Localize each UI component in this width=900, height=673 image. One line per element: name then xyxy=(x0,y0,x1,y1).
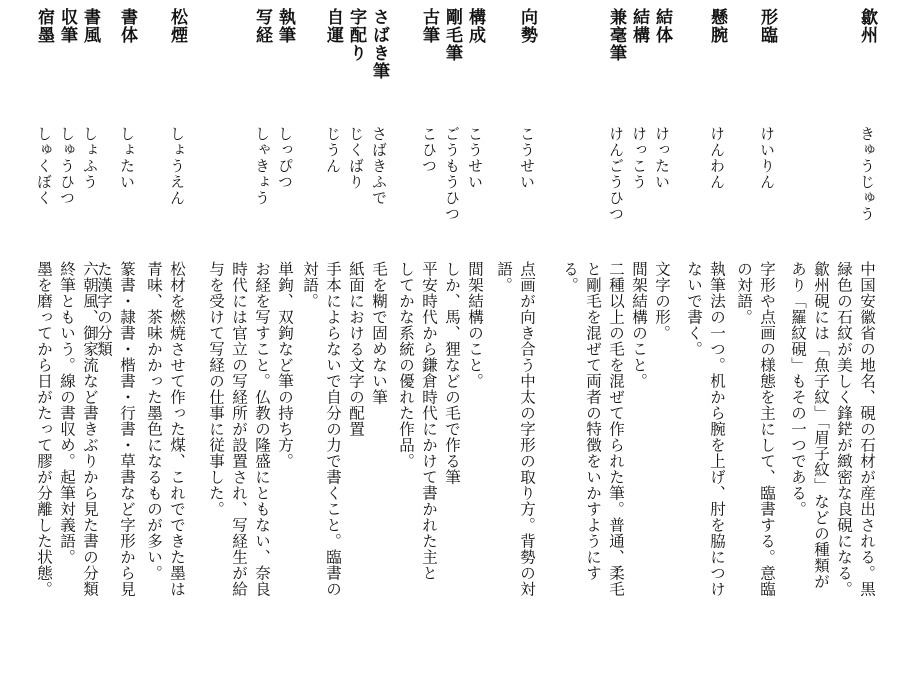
term: 歙州 xyxy=(857,8,877,44)
glossary-entry xyxy=(735,8,785,668)
gloss-line: 間架結構のこと。 xyxy=(466,261,484,389)
reading: じくばり xyxy=(347,126,365,190)
gloss-line: 歙州硯には「魚子紋」「眉子紋」などの種類が xyxy=(812,261,830,590)
gloss-line: 間架結構のこと。 xyxy=(630,261,648,389)
gloss-line: 与を受けて写経の仕事に従事した。 xyxy=(207,261,225,517)
term: 執筆 xyxy=(275,8,295,44)
reading: しっぴつ xyxy=(276,126,294,190)
gloss-line: る。 xyxy=(561,261,579,293)
gloss-line: 手本によらないで自分の力で書くこと。臨書の xyxy=(324,261,342,597)
term: 書体 xyxy=(117,8,137,44)
reading: じうん xyxy=(324,126,342,174)
reading: こひつ xyxy=(420,126,438,174)
glossary-entry xyxy=(397,8,493,668)
glossary-entry xyxy=(495,8,545,668)
gloss-line: 執筆法の一つ。机から腕を上げ、肘を脇につけ xyxy=(708,261,726,597)
gloss-line: 紙面における文字の配置 xyxy=(347,261,365,437)
glossary-entry xyxy=(789,8,885,668)
reading: けんわん xyxy=(708,126,726,190)
reading: さばきふで xyxy=(370,126,388,206)
term: 収筆 xyxy=(57,8,77,44)
gloss-line: 毛を糊で固めない筆 xyxy=(370,261,388,405)
gloss-line: 時代には官立の写経所が設置され、写経生が給 xyxy=(230,261,248,597)
reading: こうせい xyxy=(466,126,484,190)
reading: ごうもうひつ xyxy=(443,126,461,222)
term: さばき筆 xyxy=(369,8,389,80)
gloss-line: お経を写すこと。仏教の隆盛にともない、奈良 xyxy=(253,261,271,597)
term: 兼毫筆 xyxy=(606,8,626,62)
term: 向勢 xyxy=(517,8,537,44)
gloss-line: の対語。 xyxy=(735,261,753,325)
glossary-entry xyxy=(685,8,735,668)
gloss-line: 篆書・隷書・楷書・行書・草書など字形から見 xyxy=(118,261,136,597)
glossary-entry xyxy=(207,8,303,668)
term: 字配り xyxy=(346,8,366,62)
gloss-line: 終筆ともいう。線の書収め。起筆対義語。 xyxy=(58,261,76,565)
glossary-entry xyxy=(95,8,145,668)
term: 剛毛筆 xyxy=(442,8,462,62)
gloss-line: ないで書く。 xyxy=(685,261,703,357)
gloss-line: 二種以上の毛を混ぜて作られた筆。普通、柔毛 xyxy=(607,261,625,597)
gloss-line: 対語。 xyxy=(301,261,319,309)
term: 自運 xyxy=(323,8,343,44)
gloss-line: あり「羅紋硯」もその一つである。 xyxy=(789,261,807,517)
gloss-line: 語。 xyxy=(495,261,513,293)
reading: しょたい xyxy=(118,126,136,190)
reading: しょふう xyxy=(81,126,99,190)
glossary-entry xyxy=(301,8,397,668)
gloss-line: 文字の形。 xyxy=(653,261,671,341)
reading: こうせい xyxy=(518,126,536,190)
term: 構成 xyxy=(465,8,485,44)
term: 懸腕 xyxy=(707,8,727,44)
glossary-entry xyxy=(18,8,108,668)
term: 宿墨 xyxy=(34,8,54,44)
gloss-line: 中国安徽省の地名、硯の石材が産出される。黒 xyxy=(858,261,876,597)
gloss-line: 六朝風、御家流など書きぶりから見た書の分類 xyxy=(81,261,99,597)
gloss-line: してかな系統の優れた作品。 xyxy=(397,261,415,469)
reading: しゃきょう xyxy=(253,126,271,206)
gloss-line: 青味、茶味かかった墨色になるものが多い。 xyxy=(145,261,163,581)
term: 松煙 xyxy=(167,8,187,44)
reading: きゅうじゅう xyxy=(858,126,876,222)
gloss-line: た漢字の分類 xyxy=(95,261,113,357)
reading: けんごうひつ xyxy=(607,126,625,222)
term: 古筆 xyxy=(419,8,439,44)
reading: けったい xyxy=(653,126,671,190)
term: 形臨 xyxy=(757,8,777,44)
reading: しょうえん xyxy=(168,126,186,206)
term: 結体 xyxy=(652,8,672,44)
glossary-entry xyxy=(561,8,680,668)
gloss-line: 字形や点画の様態を主にして、臨書する。意臨 xyxy=(758,261,776,597)
gloss-line: 点画が向き合う中太の字形の取り方。背勢の対 xyxy=(518,261,536,597)
term: 結構 xyxy=(629,8,649,44)
reading: しゅうひつ xyxy=(58,126,76,206)
gloss-line: しか、馬、狸などの毛で作る筆 xyxy=(443,261,461,485)
glossary-entry xyxy=(145,8,195,668)
reading: しゅくぼく xyxy=(35,126,53,206)
reading: けいりん xyxy=(758,126,776,190)
gloss-line: 墨を磨ってから日がたって膠が分離した状態。 xyxy=(35,261,53,597)
gloss-line: 緑色の石紋が美しく鋒鋩が緻密な良硯になる。 xyxy=(835,261,853,597)
reading: けっこう xyxy=(630,126,648,190)
gloss-line: と剛毛を混ぜて両者の特徴をいかすようにす xyxy=(584,261,602,581)
gloss-line: 平安時代から鎌倉時代にかけて書かれた主と xyxy=(420,261,438,581)
gloss-line: 松材を燃焼させて作った煤、これでできた墨は xyxy=(168,261,186,597)
term: 書風 xyxy=(80,8,100,44)
term: 写経 xyxy=(252,8,272,44)
gloss-line: 単鉤、双鉤など筆の持ち方。 xyxy=(276,261,294,469)
